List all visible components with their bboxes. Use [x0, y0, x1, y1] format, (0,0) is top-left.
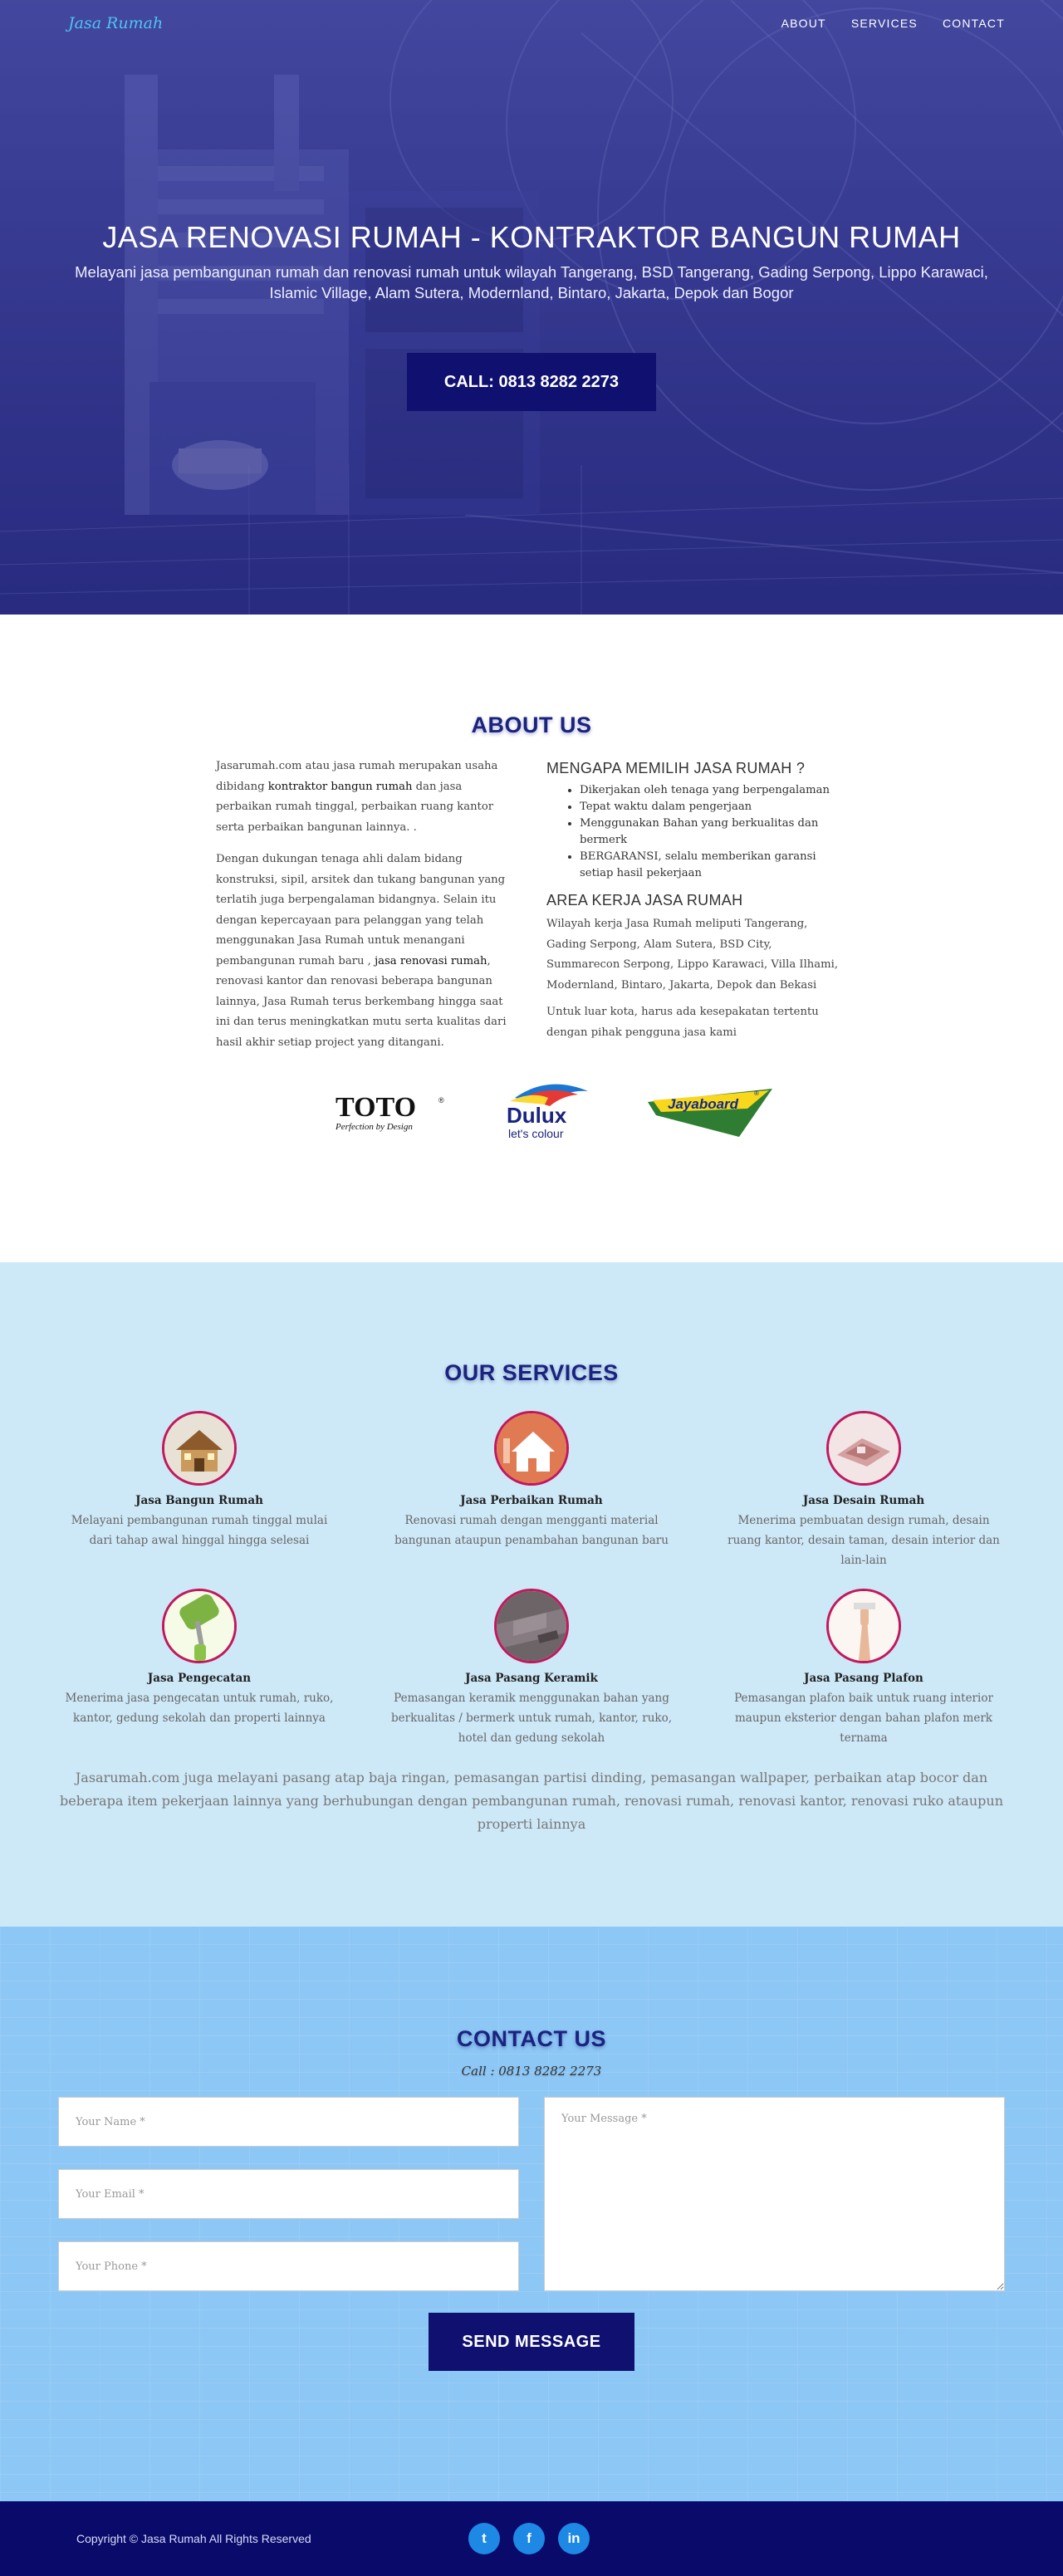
list-item: • Dikerjakan oleh tenaga yang berpengalaman — [580, 782, 847, 799]
list-item: • Tepat waktu dalam pengerjaan — [580, 799, 847, 815]
out-of-town-text: Untuk luar kota, harus ada kesepakatan tertentu dengan pihak pengguna jasa kami — [546, 1006, 819, 1039]
list-item: • Menggunakan Bahan yang berkualitas dan bermerk — [580, 815, 847, 849]
about-p1-text-end: dan jasa perbaikan rumah tinggal, perbaikan ruang kantor serta perbaikan bangunan lainnya. . — [216, 780, 494, 834]
service-description: Menerima jasa pengecatan untuk rumah, ruko, kantor, gedung sekolah dan properti lainnya — [65, 1692, 334, 1725]
house-icon — [162, 1411, 237, 1486]
work-area-title: AREA KERJA JASA RUMAH — [546, 892, 743, 908]
social-links — [468, 2523, 590, 2554]
paint-roller-icon — [162, 1589, 237, 1663]
service-card-bangun-rumah — [33, 1411, 365, 1570]
service-name: Jasa Perbaikan Rumah — [460, 1494, 603, 1507]
svg-text:Perfection by Design: Perfection by Design — [336, 1122, 413, 1132]
service-card-pengecatan — [33, 1589, 365, 1748]
svg-text:let's colour: let's colour — [508, 1127, 564, 1140]
name-input[interactable] — [58, 2097, 519, 2147]
toto-logo — [332, 1088, 448, 1138]
work-area-text: Wilayah kerja Jasa Rumah meliputi Tangerang, Gading Serpong, Alam Sutera, BSD City, Summarecon Serpong, Lippo Karawaci, Villa Ilhami, Modernland, Bintaro, Jakarta, Depok dan Bekasi — [546, 918, 839, 992]
about-p2-text: Dengan dukungan tenaga ahli dalam bidang konstruksi, sipil, arsitek dan tukang bangunan yang terlatih juga berpengalaman bidangnya. Selain itu dengan kepercayaan para pelanggan yang telah menggunakan Jasa Rumah untuk menangani pembangunan rumah baru , — [216, 853, 506, 967]
hero-content — [0, 220, 1063, 411]
hero-subtitle: Melayani jasa pembangunan rumah dan renovasi rumah untuk wilayah Tangerang, BSD Tangerang, Gading Serpong, Lippo Karawaci, Islamic Village, Alam Sutera, Modernland, Bintaro, Jakarta, Depok dan Bogor — [75, 263, 988, 301]
brand-logo[interactable]: Jasa Rumah — [68, 14, 164, 32]
service-description: Menerima pembuatan design rumah, desain ruang kantor, desain taman, desain interior dan lain-lain — [727, 1514, 1000, 1567]
svg-text:TOTO: TOTO — [336, 1092, 417, 1123]
twitter-icon[interactable]: t — [468, 2523, 500, 2554]
nav-link-about[interactable]: ABOUT — [781, 17, 826, 30]
svg-text:Dulux: Dulux — [507, 1103, 567, 1128]
about-p1-text: Jasarumah.com atau jasa rumah merupakan usaha dibidang — [216, 760, 498, 793]
service-description: Renovasi rumah dengan mengganti material bangunan ataupun penambahan bangunan baru — [394, 1514, 669, 1547]
nav-links — [781, 17, 1005, 30]
service-card-perbaikan-rumah — [365, 1411, 698, 1570]
about-p2-text-end: , renovasi kantor dan renovasi beberapa bangunan lainnya, Jasa Rumah terus berkembang hingga saat ini dan terus meningkatkan mutu serta kualitas dari hasil akhir setiap project yang ditangani. — [216, 954, 507, 1049]
house-repair-icon — [494, 1411, 569, 1486]
service-name: Jasa Pasang Plafon — [804, 1672, 923, 1685]
hero-section — [0, 0, 1063, 615]
about-paragraph-1 — [216, 757, 508, 838]
about-highlights — [546, 757, 847, 1065]
hero-title: JASA RENOVASI RUMAH - KONTRAKTOR BANGUN RUMAH — [102, 220, 961, 254]
services-title: OUR SERVICES — [444, 1360, 619, 1385]
contact-form-fields — [58, 2097, 519, 2291]
nav-link-services[interactable]: SERVICES — [850, 17, 918, 30]
about-description — [216, 757, 508, 1065]
message-textarea[interactable] — [544, 2097, 1005, 2291]
svg-text:®: ® — [438, 1096, 444, 1104]
service-description: Melayani pembangunan rumah tinggal mulai dari tahap awal hinggal hingga selesai — [71, 1514, 328, 1547]
service-card-desain-rumah — [698, 1411, 1030, 1570]
about-section — [0, 615, 1063, 1262]
about-p2-keyword: jasa renovasi rumah — [375, 954, 487, 967]
phone-input[interactable] — [58, 2241, 519, 2291]
services-section — [0, 1262, 1063, 1927]
why-choose-title: MENGAPA MEMILIH JASA RUMAH ? — [546, 760, 806, 776]
svg-text:®: ® — [754, 1090, 759, 1097]
footer — [0, 2501, 1063, 2576]
dulux-logo — [498, 1080, 598, 1146]
send-message-button[interactable]: SEND MESSAGE — [429, 2313, 634, 2371]
jayaboard-logo — [648, 1084, 772, 1142]
service-card-pasang-plafon — [698, 1589, 1030, 1748]
call-button[interactable]: CALL: 0813 8282 2273 — [407, 353, 656, 411]
house-design-icon — [826, 1411, 901, 1486]
service-description: Pemasangan keramik menggunakan bahan yang berkualitas / bermerk untuk rumah, kantor, ruko, hotel dan gedung sekolah — [390, 1692, 672, 1745]
ceiling-icon — [826, 1589, 901, 1663]
about-title: ABOUT US — [471, 713, 592, 737]
services-note: Jasarumah.com juga melayani pasang atap baja ringan, pemasangan partisi dinding, pemasangan wallpaper, perbaikan atap bocor dan beberapa item pekerjaan lainnya yang berhubungan dengan pembangunan rumah, renovasi rumah, renovasi kantor, renovasi ruko ataupun properti lainnya — [59, 1770, 1003, 1832]
svg-text:Jayaboard: Jayaboard — [668, 1096, 739, 1112]
service-name: Jasa Desain Rumah — [802, 1494, 925, 1507]
nav-link-contact[interactable]: CONTACT — [942, 17, 1005, 30]
top-navbar — [0, 0, 1063, 47]
linkedin-icon[interactable]: in — [558, 2523, 590, 2554]
service-name: Jasa Bangun Rumah — [135, 1494, 263, 1507]
services-grid — [33, 1411, 1030, 1748]
about-p1-keyword: kontraktor bangun rumah — [267, 780, 413, 793]
partner-brands — [42, 1080, 1063, 1146]
email-input[interactable] — [58, 2169, 519, 2219]
contact-title: CONTACT US — [457, 2026, 606, 2051]
about-grid — [216, 757, 847, 1065]
contact-form — [58, 2097, 1005, 2291]
copyright-text: Copyright © Jasa Rumah All Rights Reserved — [76, 2532, 311, 2545]
service-description: Pemasangan plafon baik untuk ruang interior maupun eksterior dengan bahan plafon merk ternama — [734, 1692, 993, 1745]
about-paragraph-2 — [216, 850, 508, 1053]
contact-section — [0, 1927, 1063, 2501]
contact-phone: Call : 0813 8282 2273 — [461, 2064, 602, 2079]
service-name: Jasa Pasang Keramik — [465, 1672, 598, 1685]
why-choose-list — [546, 782, 847, 882]
service-card-pasang-keramik — [365, 1589, 698, 1748]
list-item: • BERGARANSI, selalu memberikan garansi setiap hasil pekerjaan — [580, 849, 847, 882]
facebook-icon[interactable]: f — [513, 2523, 545, 2554]
tile-icon — [494, 1589, 569, 1663]
service-name: Jasa Pengecatan — [147, 1672, 252, 1685]
